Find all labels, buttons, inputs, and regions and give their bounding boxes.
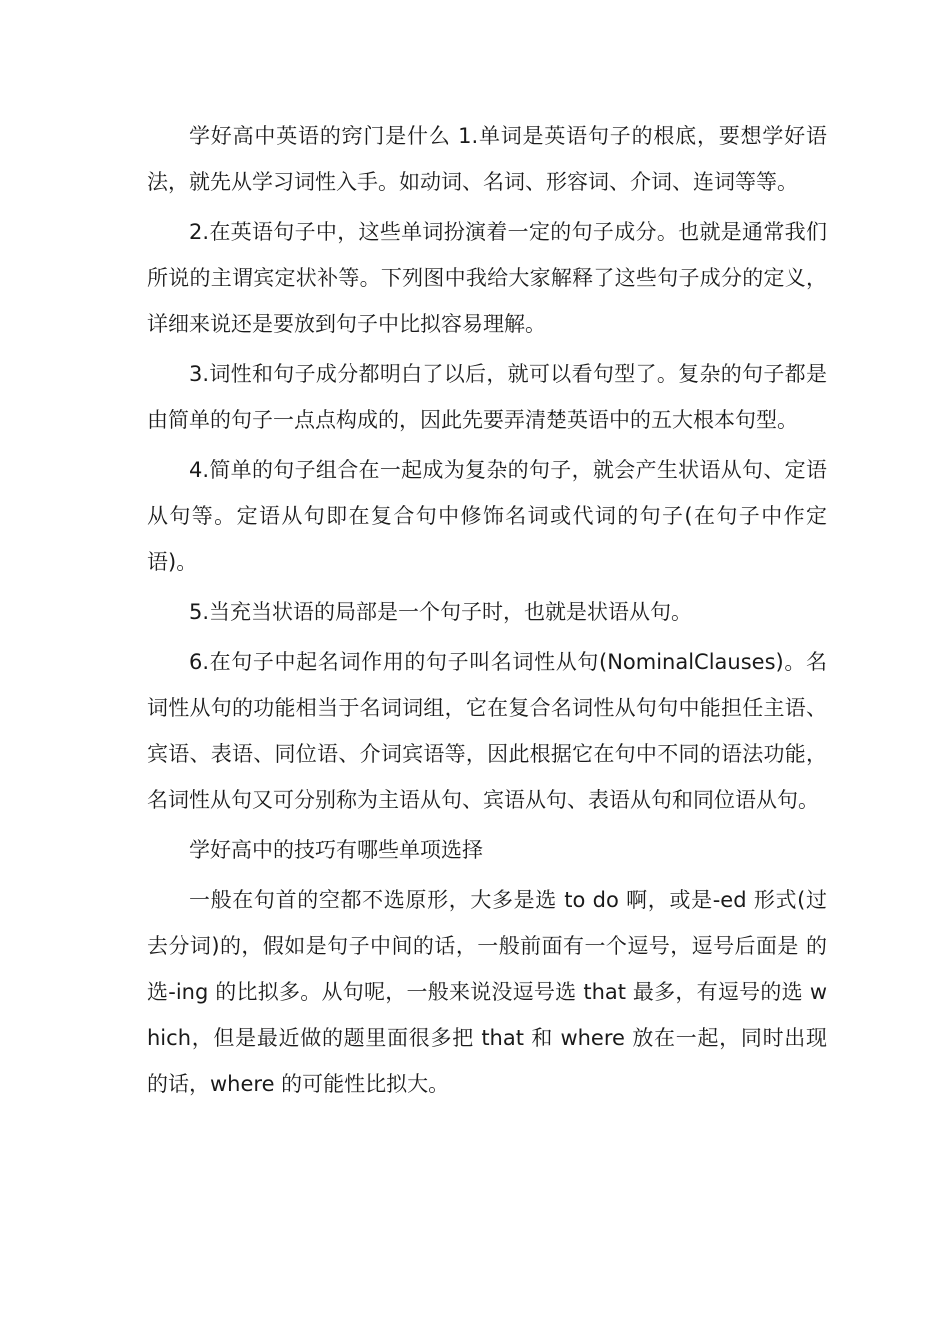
paragraph-4: 4.简单的句子组合在一起成为复杂的句子，就会产生状语从句、定语从句等。定语从句即在复合句中修饰名词或代词的句子(在句子中作定语)。 [147, 458, 827, 574]
paragraph-7: 一般在句首的空都不选原形，大多是选 to do 啊，或是-ed 形式(过去分词)的，假如是句子中间的话，一般前面有一个逗号，逗号后面是 的选-ing 的比拟多。从句呢，一般来说没逗号选 that 最多，有逗号的选 which，但是最近做的题里面很多把 that 和 where 放在一起，同时出现的话，where 的可能性比拟大。 [147, 888, 827, 1096]
section-heading: 学好高中的技巧有哪些单项选择 [189, 838, 483, 862]
paragraph-2: 2.在英语句子中，这些单词扮演着一定的句子成分。也就是通常我们所说的主谓宾定状补等。下列图中我给大家解释了这些句子成分的定义，详细来说还是要放到句子中比拟容易理解。 [147, 220, 827, 336]
document-body [147, 113, 827, 1111]
paragraph-3: 3.词性和句子成分都明白了以后，就可以看句型了。复杂的句子都是由简单的句子一点点构成的，因此先要弄清楚英语中的五大根本句型。 [147, 362, 827, 432]
paragraph-6: 6.在句子中起名词作用的句子叫名词性从句(NominalClauses)。名词性从句的功能相当于名词词组，它在复合名词性从句句中能担任主语、宾语、表语、同位语、介词宾语等，因此根据它在句中不同的语法功能，名词性从句又可分别称为主语从句、宾语从句、表语从句和同位语从句。 [147, 650, 827, 812]
paragraph-5: 5.当充当状语的局部是一个句子时，也就是状语从句。 [189, 600, 693, 624]
paragraph-1: 学好高中英语的窍门是什么 1.单词是英语句子的根底，要想学好语法，就先从学习词性入手。如动词、名词、形容词、介词、连词等等。 [147, 124, 827, 194]
